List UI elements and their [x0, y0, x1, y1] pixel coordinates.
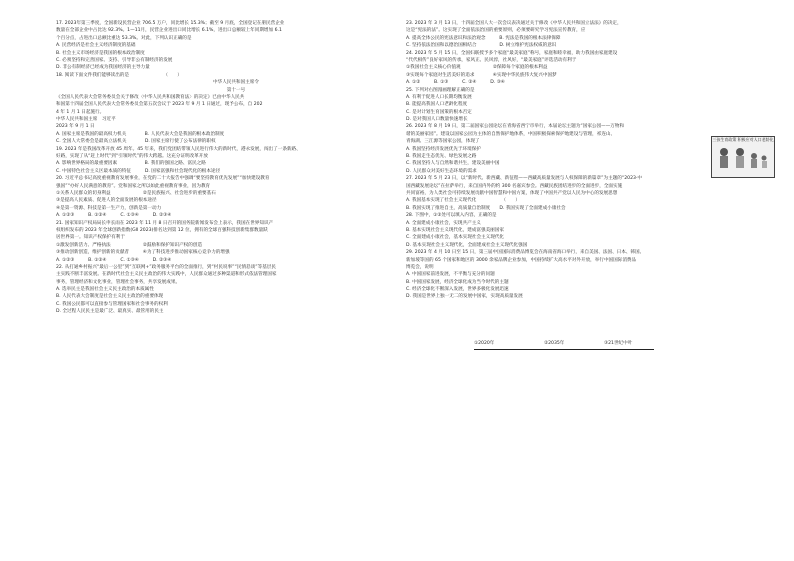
- right-column-line: 28. 下图中，①②处可以填入内容，正确的是: [406, 213, 497, 219]
- left-column-line: 中华人民共和国主席 习近平: [56, 117, 116, 123]
- right-column-line: A. 我国坚持经济发展优先于环境保护: [406, 146, 481, 152]
- right-column-line: ③实现每个家庭对生活美好的追求 ④实现中华民族伟大复兴中国梦: [406, 72, 557, 78]
- right-column-line: B. 能提高我国人口老龄化程度: [406, 102, 468, 108]
- right-column-line: A. ①② B. ①③ C. ②④ D. ③④: [406, 80, 505, 86]
- right-column-line: 29. 2023 年 4 月 10 日至 15 日，第三届中国国际消费品博览会在海南省海口举行，来自美国、法国、日本、韩国、: [406, 250, 645, 256]
- left-column-line: 中华人民共和国主席令: [213, 80, 259, 86]
- left-column-line: ③推动创新创造，维护创新的贡献者 ④为了科技进步推动国家核心竞争力的增强: [56, 250, 230, 256]
- left-column-line: 和国第十四届全国人民代表大会常务委员会第五次会议于 2023 年 9 月 1 日通过，现予公布，自 202: [56, 102, 263, 108]
- right-column-line: 新加坡等国的 65 个国家和地区的 3000 余家品牌企业参加，中国持续扩大高水平对外开放，举行中国国际消费品: [406, 257, 637, 263]
- right-column-line: 谐的美丽家园”。建设以国家公园为主体的自然保护地体系，中国积极探索保护地建设与管理，祁连山、: [406, 131, 616, 137]
- left-column-line: 主实践不断丰富发展。在新时代社会主义民主政治的伟大实践中，人民群众通过多种渠道和形式依法管理国家: [56, 272, 277, 278]
- left-column-line: 居世界第一。知识产权保护有利于: [56, 235, 125, 241]
- left-column-line: B. 社会主义市场经济是我国的根本政治制度: [56, 50, 145, 56]
- left-column-line: 第十一号: [226, 87, 246, 93]
- left-column-line: ①关系人民群众的切身利益 ②是民族振兴、社会进步的重要基石: [56, 190, 216, 196]
- left-column-line: C. 全国人大常委会是最高立法机关 D. 国家主席行使了公布法律的职权: [56, 139, 216, 145]
- right-column-line: D. 我国是世界上独一无二的发展中国家，实现高质量发展: [406, 294, 523, 300]
- right-column-line: 这是“宪法的法”。这实现了全面依法治国的重要原则，必须要研究学习宪法宣传教育，应: [406, 28, 586, 34]
- right-column-line: A. 提高全体公民的宪法意识和法治观念 B. 宪法是我国的根本法律保障: [406, 35, 561, 41]
- right-column-line: “代代相传”良好家风的传承，家风正、民风淳，社风好，“最美家庭”评选活动有利于: [406, 57, 577, 63]
- right-column-line: B. 我国实现了推进自主，高质量自治制度 D. 我国实现了全面建成小康社会: [406, 205, 566, 211]
- right-column-line: C. 经济全球化不断深入发展，世界多极化发展迅速: [406, 287, 509, 293]
- right-column-line: C. 全面建成小康社会，基本实现社会主义现代化: [406, 235, 505, 241]
- right-column-line: C. 坚持依法治国和以德治国相结合 D. 树立维护宪法权威的意识: [406, 43, 557, 49]
- left-column-line: 数量在全部企业中占比达 92.3%。1—11月，民营企业进出口同比增长 6.1%，进出口总额较上年同期增加 6.1: [56, 28, 282, 34]
- left-column-line: 强国”“办好人民满意的教育”。党和国家之所以如此重视教育事业，因为教育: [56, 183, 211, 189]
- right-column-line: B. 中国国家发展，经济全球化成为当今时代的主题: [406, 279, 509, 285]
- right-column-line: 23. 2023 年 3 月 13 日，十四届全国人大一次会议表决通过关于修改《中华人民共和国立法法》的决定，: [406, 21, 622, 26]
- left-column-line: A. 影响世界格局的最重要因素 B. 我们的强国之路、富民之路: [56, 161, 206, 167]
- right-column-line: 共同富裕，为人类社会可持续发展贡献中国智慧和中国方案，体现了中国共产党以人民为中心的发展思想: [406, 190, 618, 196]
- right-column-line: D. 是对我国人口数量快速增长: [406, 117, 468, 123]
- timeline-2035: ②2035年: [544, 341, 565, 346]
- right-column-line: D. 人民群众对美好生态环境的需求: [406, 168, 477, 174]
- family-illustration: [712, 142, 772, 170]
- left-column-line: C. 必须坚持和完善国家、支持、引导非公有制经济的发展: [56, 57, 173, 63]
- right-column-line: 24. 2023 年 5 月 15 日，全国妇联授予多个家庭“最美家庭”称号，家庭和睦幸福，助力我国由家庭建设: [406, 50, 618, 56]
- timeline-2020: ①2020年: [474, 341, 495, 346]
- right-column-line: 国西藏发展论坛”在拉萨举行，来自国内外的约 300 名嘉宾参会。西藏民族团结进步的全面进步，全面实施: [406, 183, 623, 189]
- left-column-line: 21. 国家知识产权局局长申长雨在 2023 年 11 月 8 日召开的国务院新闻发布会上表示，我国在世界知识产: [56, 220, 274, 226]
- left-column-line: A. ①②③ B. ①②④ C. ①③④ D. ②③④: [56, 257, 172, 263]
- left-column-line: 个百分点，占进出口总额比重达 53.3%。对此，下列认识正确的是: [56, 35, 192, 41]
- left-column-line: D. 非公有制经济已经成为我国经济的主导力量: [56, 65, 150, 71]
- left-column-line: A. 国家主席是我国的最高权力机关 B. 人民代表大会是我国的根本政治制度: [56, 131, 225, 137]
- population-cartoon: [711, 136, 775, 178]
- right-column-line: ①我国社会主义核心价值观 ②保障每个家庭的根本利益: [406, 65, 548, 71]
- left-column-line: A. 选举民主是我国社会主义民主政治的本质属性: [56, 287, 154, 293]
- right-column-line: A. 有利于促进人口长期均衡发展: [406, 94, 472, 100]
- cartoon-caption: 三孩生育政策 积极应对人口老龄化: [712, 137, 774, 142]
- right-column-line: C. 我国坚持人与自然和谐共生，建设美丽中国: [406, 161, 500, 167]
- left-column-line: A. 民营经济是社会主义经济制度的基础: [56, 43, 136, 49]
- left-column: [56, 20, 416, 316]
- left-column-line: C. 我国公民都可以直接参与管理国家和社会事务的权利: [56, 301, 168, 307]
- left-column-line: 19. 2023 年是我国改革开放 45 周年。45 年来，我们党团结带领人民进行伟大的新时代，港永发展，闯出了一条新路、: [56, 146, 301, 152]
- left-column-line: 《全国人民代表大会常务委员会关于修改〈中华人民共和国教育法〉的决定》已由中华人民共: [56, 94, 245, 100]
- left-column-line: D. 全过程人民民主是最广泛、最真实、最管用的民主: [56, 309, 164, 315]
- left-column-line: 好路，实现了从“赶上时代”到“引领时代”的伟大跨越。这充分证明改革开放: [56, 154, 208, 160]
- left-column-line: 17. 2023年第三季度，全国新设民营企业 706.5 万户，同比增长 15.3%；截至 9 月底，全国登记在册民营企业: [56, 21, 285, 26]
- left-column-line: 4 年 1 月 1 日起施行。: [56, 109, 105, 115]
- right-column-line: B. 基本实现社会主义现代化，建成富强美丽国家: [406, 227, 504, 233]
- timeline-axis: [474, 349, 654, 350]
- right-column-line: A. 全面建成小康社会，实现共产主义: [406, 220, 481, 226]
- left-column-line: 20. 习近平总书记高度重视教育发展事业，在党的二十大报告中强调“要坚持教育优先发展”“加快建设教育: [56, 176, 270, 182]
- left-column-line: ①激发创新活力、严格执法 ②鼓励和保护知识产权的创造: [56, 242, 203, 248]
- left-column-line: C. 中国特色社会主义区最本质的特征 D. 国家富强和社会现代化的根本途径: [56, 168, 221, 174]
- left-column-line: ④是第一资源、科技是第一生产力，创新是第一动力: [56, 205, 162, 211]
- left-column-line: 22. 从打通乡村振兴“最后一公里”到“互联网+”政务服务平台的全面推行，到“村民说事”“民情恳谈”等基层民: [56, 264, 277, 270]
- left-column-line: B. 人民代表大会制度是社会主义民主政治的重要体现: [56, 294, 164, 300]
- left-column-line: ③是提高人民素质、促进人的全面发展的根本途径: [56, 198, 157, 204]
- timeline-mid-century: ③21世纪中叶: [604, 341, 633, 346]
- right-column-line: 青海湖、三江源等国家公园，体现了: [406, 139, 480, 145]
- right-column-line: 博览会，说明: [406, 264, 434, 270]
- timeline-diagram: [474, 340, 654, 356]
- right-column-line: 27. 2023 年 5 月 23 日，以“新时代、新西藏、新征程——西藏高质量发展与人权保障的新篇章”为主题的“2023·中: [406, 176, 642, 182]
- right-column-line: A. 中国国家前进发展，不平衡与充分的问题: [406, 272, 495, 278]
- right-column-line: 26. 2023 年 8 月 19 日，第二届国家公园论坛在青海省西宁市举行，本届论坛主题为“国家公园——万物和: [406, 124, 625, 130]
- right-column-line: C. 是对计划生育国策的根本否定: [406, 109, 472, 115]
- left-column-line: 事务，管理经济和文化事业，管理社会事务，共享发展成果。: [56, 279, 181, 285]
- right-column-line: B. 我国走生态优先、绿色发展之路: [406, 154, 477, 160]
- right-column-line: D. 基本实现社会主义现代化，全面建成社会主义现代化强国: [406, 242, 528, 248]
- right-column-line: A. 我国基本实现了社会主义现代化 （ ）: [406, 198, 520, 204]
- left-column-line: 2023 年 9 月 1 日: [56, 124, 95, 130]
- left-column-line: A. ①②③ B. ①②④ C. ①③④ D. ②③④: [56, 213, 172, 219]
- left-column-line: 18. 阅读下面文件我们能够读出的是 （ ）: [56, 72, 182, 78]
- left-column-line: 权组织发布的 2023 年全球创新指数(GII 2023)排名达到第 12 位，拥有的全球百强科技创新集群数量跃: [56, 227, 268, 233]
- right-column-line: 25. 下列对右图漫画理解正确的是: [406, 87, 475, 93]
